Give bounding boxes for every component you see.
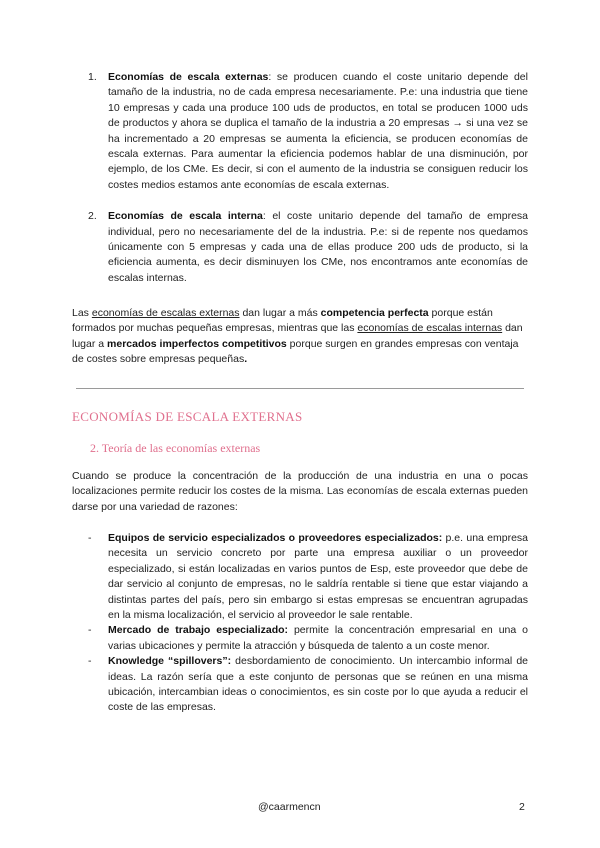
list-item [88, 531, 528, 623]
summary-bold-period: . [244, 353, 248, 366]
term-external-economies: Economías de escala externas [108, 71, 269, 83]
item-text: p.e. una empresa necesita un servicio concreto por parte una empresa auxiliar o un proveedor especializado, si están localizadas en varios puntos de Esp, este proveedor que debe de dar servicio al conjunto de empresas, no le saldría rentable si tiene que estar viajando a distintas partes del país, pero sin embargo si estas empresas se encuentran agrupadas en la misma localización, el servicio al proveedor le sale rentable. [108, 532, 529, 622]
item-text: desbordamiento de conocimiento. Un intercambio informal de ideas. La razón sería que a este conjunto de personas que se reúnen en una misma ubicación, intercambian ideas o conocimientos, es sin coste por lo que ayuda a reducir el coste de las empresas. [108, 655, 528, 714]
term-internal-economies: Economías de escala interna [108, 210, 263, 223]
term-knowledge-spillovers: Knowledge “spillovers”: [108, 655, 232, 668]
bullet-dash: - [88, 624, 92, 637]
economies-numbered-list [88, 70, 528, 286]
list-item [88, 654, 528, 716]
subsection-title: 2. Teoría de las economías externas [90, 441, 261, 455]
bullet-dash: - [88, 655, 92, 668]
summary-text: dan lugar a más [239, 307, 321, 319]
summary-underlined-external: economías de escalas externas [91, 307, 240, 319]
summary-underlined-internal: economías de escalas internas [357, 322, 503, 335]
summary-bold-imperfect-markets: mercados imperfectos competitivos [107, 337, 287, 350]
summary-text: porque surgen en grandes empresas con ventaja de costes sobre empresas pequeñas [72, 337, 519, 366]
author-handle: @caarmencn [258, 801, 321, 813]
list-item [88, 623, 528, 654]
bullet-dash: - [88, 532, 92, 544]
list-number: 1. [88, 71, 97, 83]
summary-bold-perfect-competition: competencia perfecta [320, 307, 429, 319]
page-number: 2 [519, 801, 525, 813]
item-text: : el coste unitario depende del tamaño de empresa individual, pero no necesariamente del de la industria. P.e: si de repente nos quedamos únicamente con 5 empresas y cada una de ellas produce 200 uds de producto, si la eficiencia aumenta, es decir disminuyen los CMe, nos encontramos ante economías de escalas internas. [108, 210, 528, 284]
summary-text: Las [72, 307, 92, 319]
item-text: : se producen cuando el coste unitario depende del tamaño de la industria, no de cada empresa necesariamente. P.e: una industria que tiene 10 empresas y cada una produce 100 uds de productos, en total se producen 1000 uds de productos y ahora se duplica el tamaño de la industria a 20 empresas → si una vez se ha incrementado a 20 empresas se aumenta la eficiencia, se producen economías de escala externas. Para aumentar la eficiencia podemos hablar de una disminución, por ejemplo, de los CMe. Es decir, si con el aumento de la industria se consiguen reducir los costes medios estamos ante economías de escala externas. [108, 71, 528, 191]
list-number: 2. [88, 210, 97, 223]
term-specialized-suppliers: Equipos de servicio especializados o proveedores especializados: [108, 532, 443, 544]
reasons-bullet-list [88, 531, 528, 716]
horizontal-rule [76, 388, 524, 389]
term-labor-market: Mercado de trabajo especializado: [108, 624, 289, 637]
list-item [88, 209, 528, 286]
summary-paragraph [72, 306, 528, 368]
summary-text: dan lugar a [72, 322, 523, 350]
section-title: ECONOMÍAS DE ESCALA EXTERNAS [72, 409, 303, 424]
list-item [88, 70, 528, 193]
item-text: permite la concentración empresarial en una o varias ubicaciones y permite la atracción y búsqueda de talento a un coste menor. [108, 624, 528, 652]
summary-text: porque están formados por muchas pequeñas empresas, mientras que las [72, 307, 493, 335]
intro-paragraph: Cuando se produce la concentración de la producción de una industria en una o pocas localizaciones permite reducir los costes de la misma. Las economías de escala externas pueden darse por una variedad de razones: [72, 470, 528, 513]
